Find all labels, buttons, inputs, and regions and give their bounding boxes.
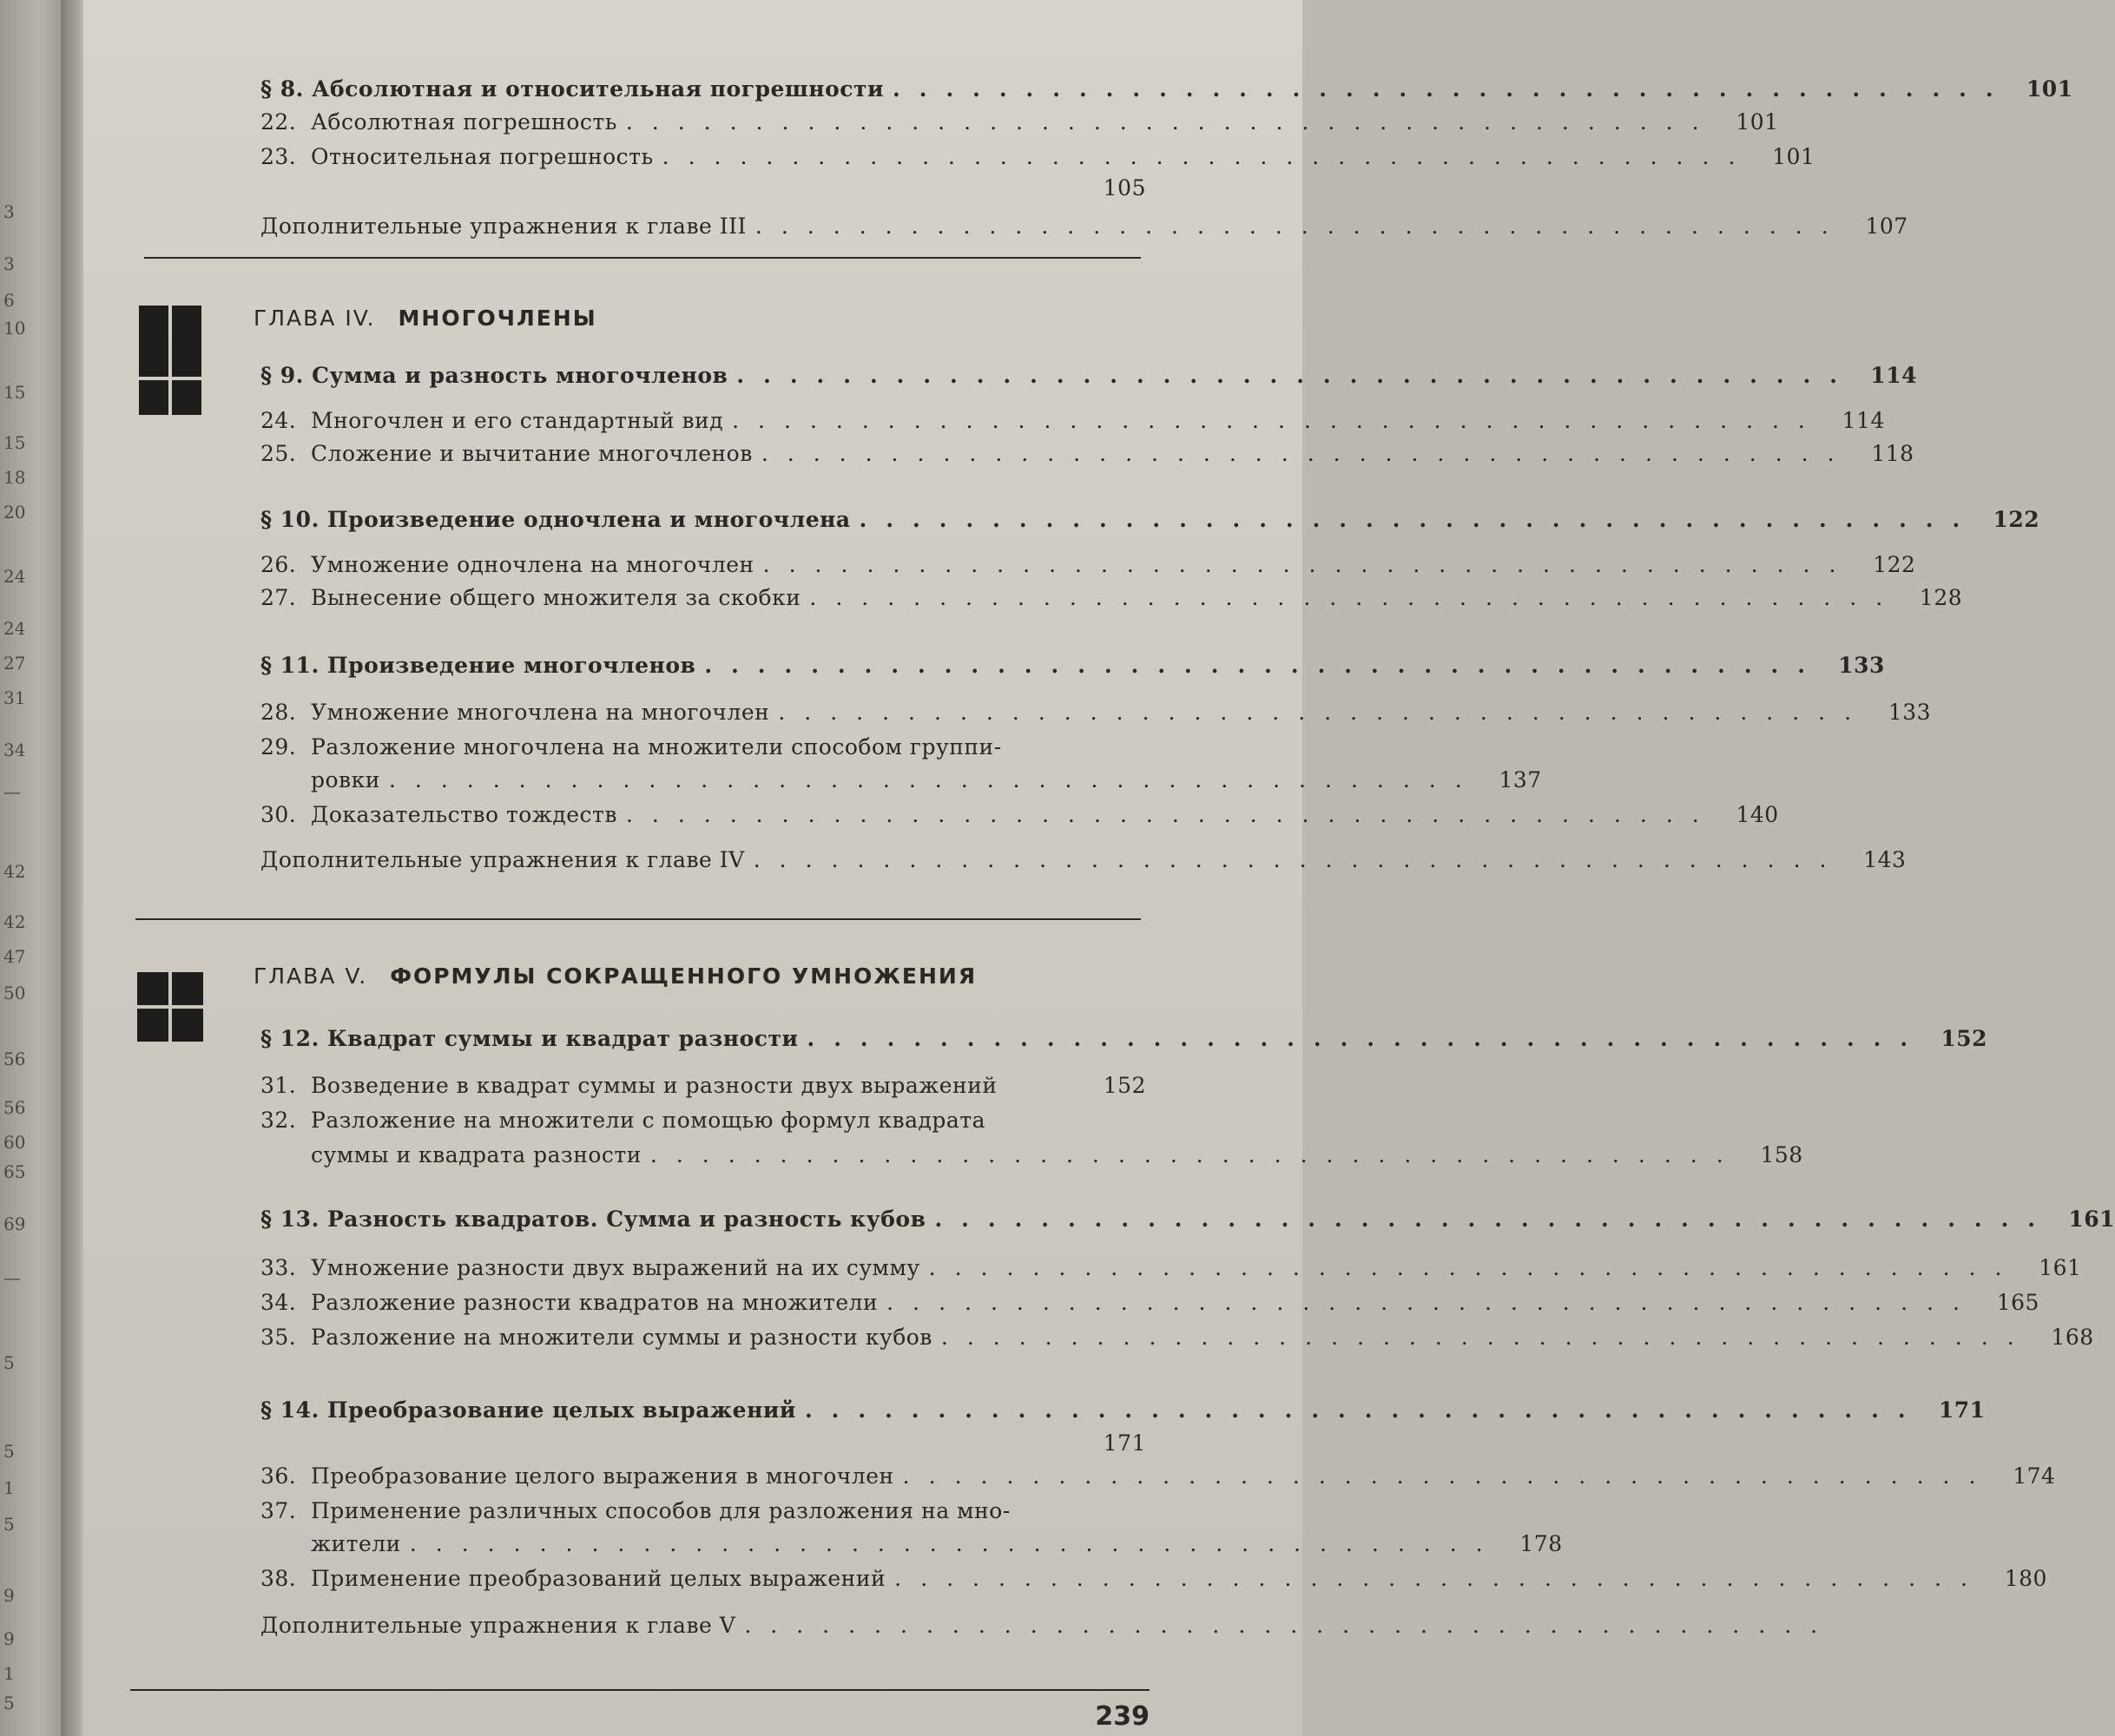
toc-section[interactable] — [260, 1026, 1988, 1061]
page-number: 171 — [1103, 1430, 1146, 1456]
edge-page-number: 18 — [3, 467, 26, 488]
item-title: Дополнительные упражнения к главе IV — [260, 847, 745, 872]
toc-section[interactable] — [260, 653, 1885, 687]
toc-item[interactable] — [260, 552, 1916, 587]
edge-page-number: 5 — [3, 1441, 15, 1462]
page-number: 137 — [1499, 767, 1542, 792]
leader-dots: .......................................... — [902, 1463, 1995, 1489]
page-number: 168 — [2051, 1325, 2094, 1350]
item-number: 26. — [260, 552, 297, 577]
chapter-heading — [254, 306, 597, 331]
page-number: 133 — [1838, 653, 1885, 678]
page-number: 114 — [1870, 363, 1917, 388]
item-title: Разложение на множители с помощью формул квадрата — [311, 1108, 986, 1133]
edge-page-number: 5 — [3, 1514, 15, 1535]
item-number: 23. — [260, 144, 297, 169]
item-title: Умножение одночлена на многочлен — [311, 552, 754, 577]
item-title: Умножение разности двух выражений на их сумму — [311, 1255, 920, 1280]
item-title: Разложение многочлена на множители способом группи- — [311, 734, 1002, 760]
leader-dots: .......................................... — [625, 109, 1718, 135]
chapter-heading — [254, 963, 977, 989]
leader-dots: .......................................... — [662, 144, 1755, 169]
toc-item[interactable] — [260, 585, 1963, 620]
edge-page-number: — — [3, 1267, 21, 1288]
leader-dots: .......................................... — [744, 1613, 1837, 1638]
leader-dots: .......................................... — [761, 441, 1854, 466]
page-number: 140 — [1736, 802, 1779, 827]
edge-page-number: 56 — [3, 1049, 26, 1069]
item-title: Сложение и вычитание многочленов — [311, 441, 753, 466]
leader-dots: .......................................... — [804, 1397, 1925, 1423]
edge-page-number: 24 — [3, 618, 26, 639]
leader-dots: .......................................... — [778, 700, 1871, 725]
toc-item[interactable] — [260, 1498, 1146, 1533]
item-title: Многочлен и его стандартный вид — [311, 408, 724, 433]
section-title: § 8. Абсолютная и относительная погрешности — [260, 76, 885, 102]
section-title: § 10. Произведение одночлена и многочлена — [260, 507, 851, 532]
item-title: Вынесение общего множителя за скобки — [311, 585, 801, 610]
item-number: 31. — [260, 1073, 297, 1098]
item-number: 36. — [260, 1463, 297, 1489]
chapter-v-emblem-icon — [137, 972, 200, 1042]
item-number: 22. — [260, 109, 297, 135]
edge-page-number: 3 — [3, 253, 15, 274]
item-number: 33. — [260, 1255, 297, 1280]
chapter-divider — [135, 918, 1141, 920]
item-number: 32. — [260, 1108, 297, 1133]
toc-item[interactable] — [260, 734, 1146, 769]
toc-item[interactable] — [260, 1108, 1146, 1142]
toc-section[interactable] — [260, 507, 2040, 542]
toc-item[interactable] — [260, 847, 1907, 882]
edge-page-number: 60 — [3, 1132, 26, 1153]
toc-item[interactable] — [260, 1325, 2094, 1359]
edge-page-number: 56 — [3, 1097, 26, 1118]
toc-section[interactable] — [260, 1397, 1986, 1432]
item-number: 30. — [260, 802, 297, 827]
leader-dots: .......................................... — [753, 847, 1846, 872]
toc-item[interactable] — [260, 1290, 2039, 1325]
item-title: Применение преобразований целых выражений — [311, 1566, 886, 1591]
page-number: 101 — [2026, 76, 2073, 102]
item-title: Возведение в квадрат суммы и разности двух выражений — [311, 1073, 998, 1098]
leader-dots: .......................................... — [736, 363, 1856, 388]
item-number: 25. — [260, 441, 297, 466]
edge-page-number: 15 — [3, 432, 26, 453]
leader-dots: .......................................... — [893, 76, 2013, 102]
leader-dots: .......................................... — [388, 767, 1481, 792]
page-number: 171 — [1938, 1397, 1986, 1423]
section-title: § 12. Квадрат суммы и квадрат разности — [260, 1026, 799, 1051]
leader-dots: .......................................... — [886, 1290, 1979, 1315]
page-number: 128 — [1919, 585, 1963, 610]
leader-dots: .......................................... — [807, 1026, 1927, 1051]
item-number: 27. — [260, 585, 297, 610]
book-gutter — [61, 0, 85, 1736]
page-number: 122 — [1873, 552, 1916, 577]
toc-section[interactable] — [260, 1207, 2115, 1241]
page-number: 122 — [1993, 507, 2040, 532]
edge-page-number: 69 — [3, 1213, 26, 1234]
item-number: 24. — [260, 408, 297, 433]
toc-item — [260, 1430, 1146, 1465]
leader-dots: .......................................... — [625, 802, 1718, 827]
adjacent-page-edge — [0, 0, 63, 1736]
leader-dots: .......................................... — [409, 1531, 1502, 1556]
edge-page-number: 27 — [3, 653, 26, 674]
page-number: 114 — [1842, 408, 1885, 433]
edge-page-number: 5 — [3, 1352, 15, 1373]
edge-page-number: 5 — [3, 1693, 15, 1713]
page-number: 105 — [1103, 175, 1146, 201]
page-number: 165 — [1996, 1290, 2039, 1315]
page-number: 101 — [1736, 109, 1779, 135]
chapter-label: ГЛАВА V. — [254, 963, 368, 989]
page-number: 180 — [2004, 1566, 2047, 1591]
page-number: 161 — [2068, 1207, 2115, 1232]
leader-dots: .......................................... — [732, 408, 1824, 433]
leader-dots: .......................................... — [934, 1207, 2055, 1232]
item-title: Дополнительные упражнения к главе III — [260, 214, 747, 239]
item-title: Применение различных способов для разложения на мно- — [311, 1498, 1011, 1523]
item-title: Разложение на множители суммы и разности кубов — [311, 1325, 932, 1350]
toc-item-continuation[interactable] — [260, 1531, 1563, 1566]
toc-item-continuation[interactable] — [260, 1142, 1803, 1177]
page-number: 152 — [1940, 1026, 1988, 1051]
toc-item[interactable] — [260, 144, 1815, 179]
chapter-iv-emblem-icon — [139, 306, 201, 415]
chapter-divider — [144, 257, 1141, 259]
section-title: § 9. Сумма и разность многочленов — [260, 363, 728, 388]
toc-item[interactable] — [260, 109, 1779, 144]
item-number: 37. — [260, 1498, 297, 1523]
leader-dots: .......................................... — [754, 214, 1848, 239]
edge-page-number: 50 — [3, 983, 26, 1003]
edge-page-number: 3 — [3, 201, 15, 222]
section-title: § 11. Произведение многочленов — [260, 653, 696, 678]
chapter-name: ФОРМУЛЫ СОКРАЩЕННОГО УМНОЖЕНИЯ — [390, 963, 978, 989]
edge-page-number: 31 — [3, 687, 26, 708]
page-number: 133 — [1888, 700, 1932, 725]
toc-section[interactable] — [260, 363, 1917, 398]
toc-item — [260, 175, 1146, 210]
edge-page-number: 15 — [3, 382, 26, 403]
section-title: § 14. Преобразование целых выражений — [260, 1397, 796, 1423]
leader-dots: .......................................... — [940, 1325, 2033, 1350]
toc-item[interactable] — [260, 700, 1932, 734]
leader-dots: .......................................... — [928, 1255, 2021, 1280]
page-number: 152 — [1103, 1073, 1146, 1098]
leader-dots: .......................................... — [704, 653, 1824, 678]
leader-dots: .......................................... — [762, 552, 1855, 577]
edge-page-number: 20 — [3, 502, 26, 523]
chapter-label: ГЛАВА IV. — [254, 306, 376, 331]
page-number: 107 — [1865, 214, 1908, 239]
item-number: 38. — [260, 1566, 297, 1591]
toc-item[interactable] — [260, 1566, 2047, 1601]
page-number: 161 — [2039, 1255, 2082, 1280]
toc-item-continuation[interactable] — [260, 767, 1542, 802]
item-title: Абсолютная погрешность — [311, 109, 617, 135]
item-title: суммы и квадрата разности — [311, 1142, 642, 1167]
item-title: Дополнительные упражнения к главе V — [260, 1613, 736, 1638]
toc-item[interactable] — [260, 408, 1885, 443]
toc-item[interactable] — [260, 1463, 2056, 1498]
item-number: 29. — [260, 734, 297, 760]
item-title: Умножение многочлена на многочлен — [311, 700, 770, 725]
chapter-divider — [130, 1689, 1150, 1691]
edge-page-number: 42 — [3, 911, 26, 932]
leader-dots: .......................................... — [859, 507, 1980, 532]
toc-item[interactable] — [260, 214, 1908, 248]
page-number: 101 — [1772, 144, 1815, 169]
toc-item[interactable] — [260, 802, 1779, 837]
item-number: 35. — [260, 1325, 297, 1350]
page-number: 178 — [1519, 1531, 1563, 1556]
edge-page-number: 1 — [3, 1477, 15, 1498]
edge-page-number: 9 — [3, 1628, 15, 1649]
edge-page-number: 42 — [3, 861, 26, 882]
edge-page-number: 24 — [3, 566, 26, 587]
item-number: 28. — [260, 700, 297, 725]
toc-section[interactable] — [260, 76, 2073, 111]
item-title: Доказательство тождеств — [311, 802, 617, 827]
toc-item[interactable] — [260, 1073, 1146, 1108]
edge-page-number: 6 — [3, 290, 15, 311]
page-folio: 239 — [1095, 1701, 1150, 1732]
edge-page-number: — — [3, 781, 21, 802]
page-number: 143 — [1863, 847, 1907, 872]
edge-page-number: 65 — [3, 1161, 26, 1182]
item-title: Преобразование целого выражения в многочлен — [311, 1463, 894, 1489]
leader-dots: .......................................... — [894, 1566, 1987, 1591]
toc-item[interactable] — [260, 1613, 1837, 1647]
edge-page-number: 1 — [3, 1663, 15, 1684]
edge-page-number: 47 — [3, 946, 26, 967]
section-title: § 13. Разность квадратов. Сумма и разность кубов — [260, 1207, 926, 1232]
item-title: ровки — [311, 767, 380, 792]
leader-dots: .......................................... — [649, 1142, 1743, 1167]
leader-dots: .......................................... — [809, 585, 1902, 610]
edge-page-number: 9 — [3, 1585, 15, 1606]
item-number: 34. — [260, 1290, 297, 1315]
item-title: Разложение разности квадратов на множители — [311, 1290, 879, 1315]
page-number: 118 — [1871, 441, 1914, 466]
chapter-name: МНОГОЧЛЕНЫ — [398, 306, 597, 331]
page-number: 174 — [2013, 1463, 2056, 1489]
toc-item[interactable] — [260, 441, 1914, 476]
item-title: Относительная погрешность — [311, 144, 654, 169]
item-title: жители — [311, 1531, 401, 1556]
edge-page-number: 10 — [3, 318, 26, 339]
edge-page-number: 34 — [3, 740, 26, 760]
page-number: 158 — [1760, 1142, 1803, 1167]
toc-item[interactable] — [260, 1255, 2082, 1290]
